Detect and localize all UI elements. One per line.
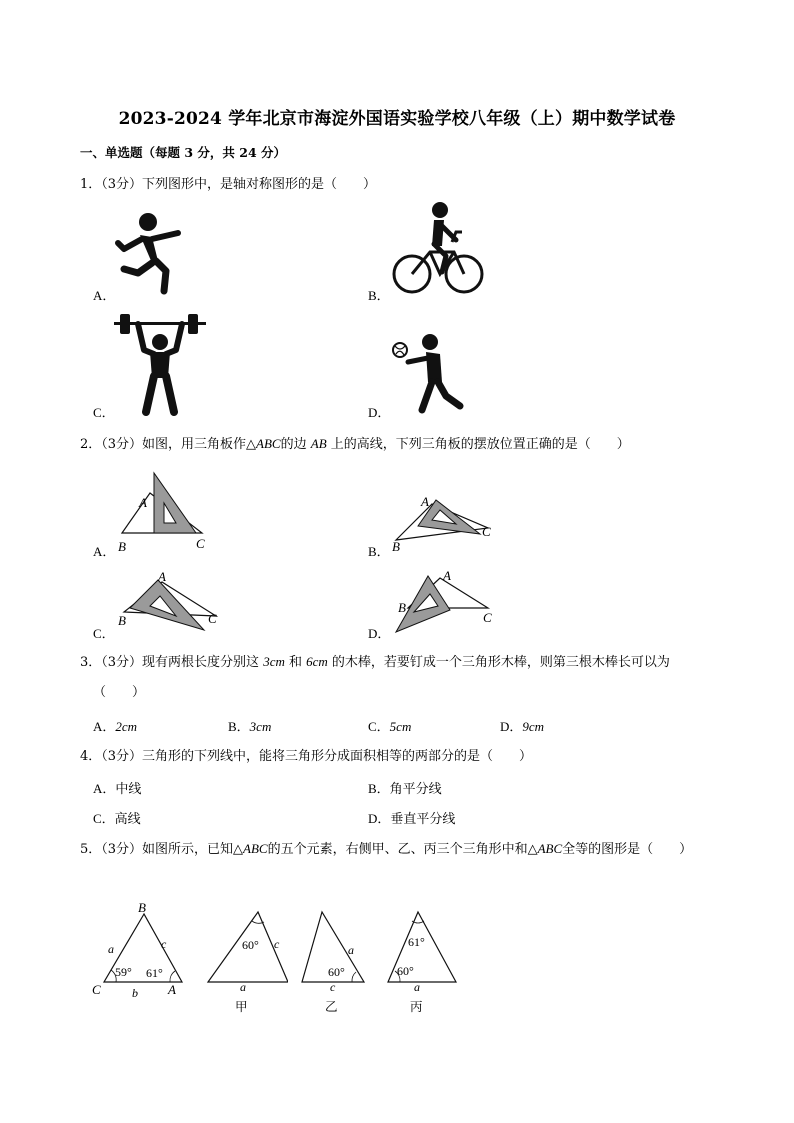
q5-side-a: a xyxy=(108,942,114,956)
page-title: 2023-2024 学年北京市海淀外国语实验学校八年级（上）期中数学试卷 xyxy=(118,109,676,129)
section-heading: 一、单选题（每题 3 分，共 24 分） xyxy=(80,145,287,160)
q5-stem: 5．（3分）如图所示，已知△ABC的五个元素，右侧甲、乙、丙三个三角形中和△ABC全等的图形是（ ） xyxy=(80,841,693,857)
q2d-label-a: A xyxy=(443,568,451,583)
q5-label-b: B xyxy=(138,900,146,915)
q2-option-b[interactable]: B． xyxy=(368,544,390,559)
q4-option-b[interactable]: B．角平分线 xyxy=(368,781,442,796)
q2-figure-c[interactable] xyxy=(112,568,222,638)
q1-figure-a-runner[interactable] xyxy=(112,207,182,297)
q4-option-a[interactable]: A．中线 xyxy=(93,781,142,796)
q5-caption-jia[interactable]: 甲 xyxy=(235,999,248,1014)
q5-side-b: b xyxy=(132,986,138,1000)
q1-figure-b-cyclist[interactable] xyxy=(388,200,488,296)
q5-angle-61: 61° xyxy=(146,966,163,980)
q1-option-b[interactable]: B． xyxy=(368,288,390,303)
q2-figure-a[interactable] xyxy=(112,465,222,555)
q1-option-c[interactable]: C． xyxy=(93,405,115,420)
q5-label-c: C xyxy=(92,982,101,997)
q2b-label-b: B xyxy=(392,539,400,554)
q5-side-c: c xyxy=(161,937,167,951)
q3-stem-line2: （ ） xyxy=(93,685,146,700)
q2-stem: 2．（3分）如图，用三角板作△ABC的边 AB 上的高线，下列三角板的摆放位置正确的是（ ） xyxy=(80,436,630,452)
q5-triangle-jia[interactable] xyxy=(204,906,288,986)
q3-option-c[interactable]: C．5cm xyxy=(368,719,412,734)
q5-bing-angle-60: 60° xyxy=(397,964,414,978)
q2-option-c[interactable]: C． xyxy=(93,626,115,641)
q5-triangle-yi[interactable] xyxy=(298,906,368,986)
q2c-label-a: A xyxy=(158,569,166,584)
q2c-label-c: C xyxy=(208,611,217,626)
q3-option-d[interactable]: D．9cm xyxy=(500,719,545,734)
q1-stem: 1．（3分）下列图形中，是轴对称图形的是（ ） xyxy=(80,177,377,192)
q2c-label-b: B xyxy=(118,613,126,628)
q4-stem: 4．（3分）三角形的下列线中，能将三角形分成面积相等的两部分的是（ ） xyxy=(80,749,533,764)
q2-figure-d[interactable] xyxy=(388,566,498,636)
q5-caption-yi[interactable]: 乙 xyxy=(325,999,338,1014)
q2-option-d[interactable]: D． xyxy=(368,626,391,641)
q5-angle-59: 59° xyxy=(115,965,132,979)
q5-label-a: A xyxy=(168,982,176,997)
q2a-label-c: C xyxy=(196,536,205,551)
q5-jia-angle: 60° xyxy=(242,938,259,952)
q5-jia-side-a: a xyxy=(240,980,246,994)
q1-figure-c-weightlifter[interactable] xyxy=(114,312,206,416)
q1-figure-d-volleyball[interactable] xyxy=(390,330,470,416)
q4-option-c[interactable]: C．高线 xyxy=(93,811,141,826)
q2b-label-a: A xyxy=(421,494,429,509)
q2a-label-a: A xyxy=(139,495,147,510)
q3-option-a[interactable]: A．2cm xyxy=(93,719,138,734)
q2d-label-c: C xyxy=(483,610,492,625)
q4-option-d[interactable]: D．垂直平分线 xyxy=(368,811,456,826)
q5-bing-angle-61: 61° xyxy=(408,935,425,949)
q5-yi-side-a: a xyxy=(348,943,354,957)
q2-option-a[interactable]: A． xyxy=(93,544,116,559)
q5-jia-side-c: c xyxy=(274,937,280,951)
q2b-label-c: C xyxy=(482,524,491,539)
q2a-label-b: B xyxy=(118,539,126,554)
q2-figure-b[interactable] xyxy=(388,488,498,558)
q2d-label-b: B xyxy=(398,600,406,615)
q5-triangle-abc xyxy=(88,896,188,1000)
q5-caption-bing[interactable]: 丙 xyxy=(410,999,423,1014)
q1-option-a[interactable]: A． xyxy=(93,288,116,303)
q5-triangle-bing[interactable] xyxy=(384,906,460,986)
q5-yi-side-c: c xyxy=(330,980,336,994)
q5-yi-angle: 60° xyxy=(328,965,345,979)
q3-stem-line1: 3．（3分）现有两根长度分别这 3cm 和 6cm 的木棒，若要钉成一个三角形木棒，则第三根木棒长可以为 xyxy=(80,654,670,670)
q5-bing-side-a: a xyxy=(414,980,420,994)
q3-option-b[interactable]: B．3cm xyxy=(228,719,272,734)
q1-option-d[interactable]: D． xyxy=(368,405,391,420)
